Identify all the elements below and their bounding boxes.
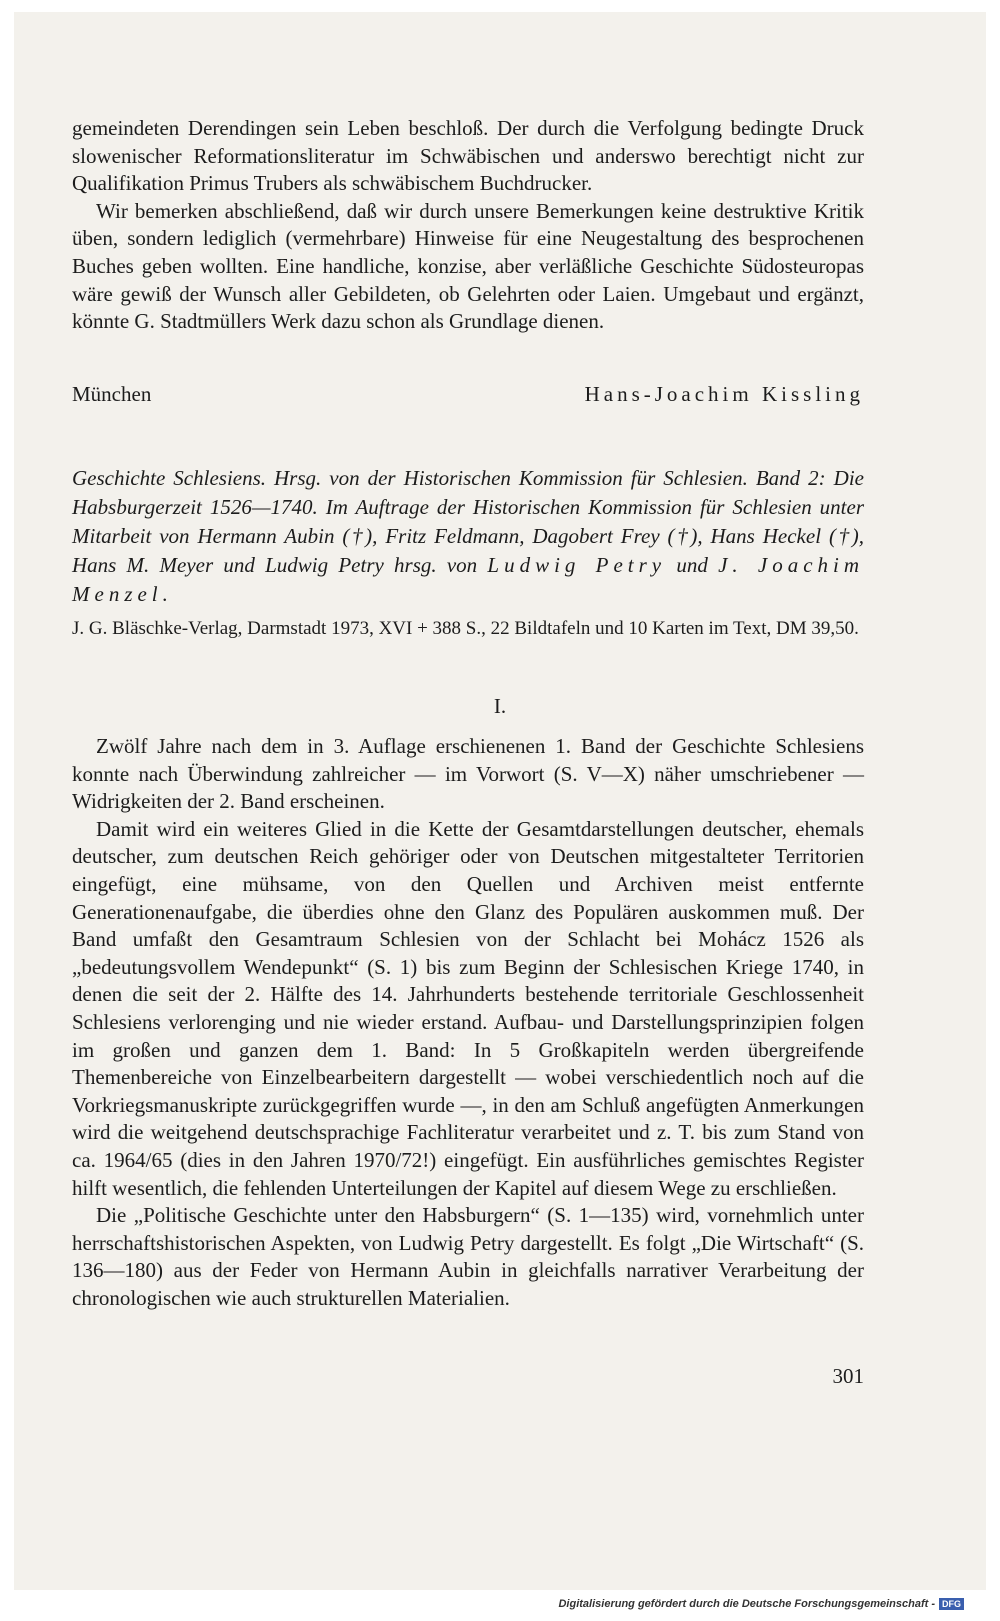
editor-name: J. Joachim Menzel. xyxy=(72,553,865,606)
review-signature xyxy=(72,382,864,407)
editor-connector: und xyxy=(676,553,708,577)
signature-author: Hans-Joachim Kissling xyxy=(584,382,864,406)
paragraph: gemeindeten Derendingen sein Leben beschloß. Der durch die Verfolgung bedingte Druck slowenischer Reformationsliteratur im Schwäbischen und anderswo berechtigt nicht zur Qualifikation Primus Trubers als schwäbischem Buchdrucker. xyxy=(72,116,864,196)
editor-name: Ludwig Petry xyxy=(487,553,667,577)
section-heading: I. xyxy=(493,694,507,718)
signature-place: München xyxy=(72,382,152,406)
paragraph: Damit wird ein weiteres Glied in die Kette der Gesamtdarstellungen deutscher, ehemals deutscher, zum deutschen Reich gehöriger oder von Deutschen mitgestalteter Territorien eingefügt, eine mühsame, von den Quellen und Archiven meist entfernte Generationenaufgabe, die überdies ohne den Glanz des Populären auskommen muß. Der Band umfaßt den Gesamtraum Schlesien von der Schlacht bei Mohácz 1526 als „bedeutungsvollem Wendepunkt“ (S. 1) bis zum Beginn der Schlesischen Kriege 1740, in denen die seit der 2. Hälfte des 14. Jahrhunderts bestehende territoriale Geschlossenheit Schlesiens verlorenging und nie wieder erstand. Aufbau- und Darstellungsprinzipien folgen im großen und ganzen dem 1. Band: In 5 Großkapiteln werden übergreifende Themenbereiche von Einzelbearbeitern dargestellt — wobei verschiedentlich noch auf die Vorkriegsmanuskripte zurückgegriffen wurde —, in den am Schluß angefügten Anmerkungen wird die weitgehend deutschsprachige Fachliteratur verarbeitet und z. T. bis zum Stand von ca. 1964/65 (dies in den Jahren 1970/72!) eingefügt. Ein ausführliches gemischtes Register hilft wesentlich, die fehlenden Unterteilungen der Kapitel auf diesem Wege zu erschließen. xyxy=(72,816,864,1200)
paragraph: Wir bemerken abschließend, daß wir durch unsere Bemerkungen keine destruktive Kritik üben, sondern lediglich (vermehrbare) Hinweise für eine Neugestaltung des besprochenen Buches geben wollten. Eine handliche, konzise, aber verläßliche Geschichte Südosteuropas wäre gewiß der Wunsch aller Gebildeten, ob Gelehrten oder Laien. Umgebaut und ergänzt, könnte G. Stadtmüllers Werk dazu schon als Grundlage dienen. xyxy=(72,198,864,334)
text-block-body xyxy=(72,733,864,1312)
book-title: Geschichte Schlesiens. Hrsg. von der Historischen Kommission für Schlesien. Band 2: Die Habsburgerzeit 1526—1740. Im Auftrage der Historischen Kommission für Schlesien unter Mitarbeit von Hermann Aubin (†), Fritz Feldmann, Dagobert Frey (†), Hans Heckel (†), Hans M. Meyer und Ludwig Petry hrsg. von xyxy=(72,466,864,577)
dfg-logo: DFG xyxy=(939,1598,964,1610)
paragraph: Die „Politische Geschichte unter den Habsburgern“ (S. 1—135) wird, vornehmlich unter herrschaftshistorischen Aspekten, von Ludwig Petry dargestellt. Es folgt „Die Wirtschaft“ (S. 136—180) aus der Feder von Hermann Aubin in gleichfalls narrativer Verarbeitung der chronologischen wie auch strukturellen Materialien. xyxy=(72,1203,864,1310)
digitization-credit xyxy=(558,1598,964,1610)
paragraph: Zwölf Jahre nach dem in 3. Auflage erschienenen 1. Band der Geschichte Schlesiens konnte nach Überwindung zahlreicher — im Vorwort (S. V—X) näher umschriebener — Widrigkeiten der 2. Band erscheinen. xyxy=(72,734,864,814)
publisher-info: J. G. Bläschke-Verlag, Darmstadt 1973, XVI + 388 S., 22 Bildtafeln und 10 Karten im Text, DM 39,50. xyxy=(72,618,859,639)
text-block-top xyxy=(72,115,864,336)
page-number: 301 xyxy=(832,1364,864,1388)
credit-text: Digitalisierung gefördert durch die Deutsche Forschungsgemeinschaft - xyxy=(558,1598,935,1610)
bibliographic-entry xyxy=(72,464,864,609)
